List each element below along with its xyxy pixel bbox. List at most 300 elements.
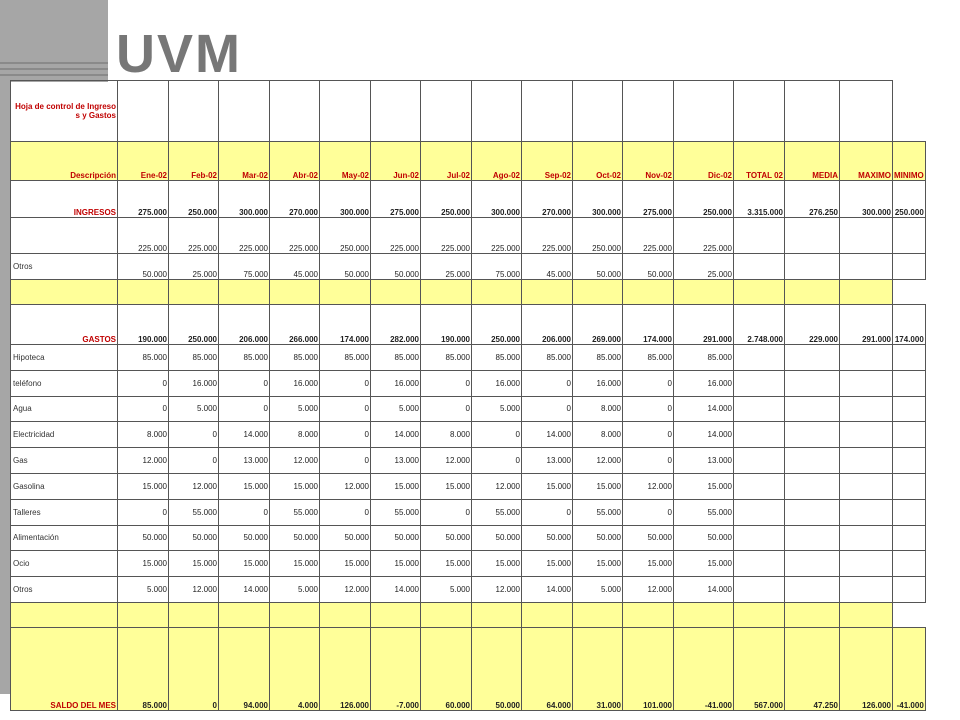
saldo-value-cell[interactable]: 101.000	[623, 627, 674, 710]
saldo-media-cell[interactable]: 47.250	[785, 627, 840, 710]
expense-value-cell[interactable]: 50.000	[320, 525, 371, 551]
empty-cell[interactable]	[573, 280, 623, 305]
empty-cell[interactable]	[674, 280, 734, 305]
empty-cell[interactable]	[11, 602, 118, 627]
saldo-value-cell[interactable]: 4.000	[270, 627, 320, 710]
gastos-maximo-cell[interactable]: 291.000	[840, 305, 893, 345]
empty-cell[interactable]	[785, 525, 840, 551]
expense-value-cell[interactable]: 15.000	[270, 551, 320, 577]
expense-value-cell[interactable]: 50.000	[371, 525, 421, 551]
expense-value-cell[interactable]: 85.000	[472, 345, 522, 371]
expense-value-cell[interactable]: 14.000	[219, 422, 270, 448]
expense-value-cell[interactable]: 16.000	[371, 370, 421, 396]
expense-value-cell[interactable]: 50.000	[421, 525, 472, 551]
expense-value-cell[interactable]: 5.000	[573, 577, 623, 603]
expense-value-cell[interactable]: 12.000	[118, 448, 169, 474]
expense-value-cell[interactable]: 0	[118, 499, 169, 525]
expense-value-cell[interactable]: 0	[522, 499, 573, 525]
empty-cell[interactable]	[219, 81, 270, 142]
header-month-cell[interactable]: Jun-02	[371, 142, 421, 181]
salary-value-cell[interactable]: 250.000	[573, 218, 623, 254]
empty-cell[interactable]	[893, 345, 926, 371]
empty-cell[interactable]	[785, 602, 840, 627]
saldo-total-cell[interactable]: 567.000	[734, 627, 785, 710]
expense-value-cell[interactable]: 14.000	[371, 577, 421, 603]
expense-value-cell[interactable]: 85.000	[623, 345, 674, 371]
empty-cell[interactable]	[785, 473, 840, 499]
otros-ingresos-value-cell[interactable]: 45.000	[270, 254, 320, 280]
empty-cell[interactable]	[472, 280, 522, 305]
expense-label-cell[interactable]: Talleres	[11, 499, 118, 525]
expense-value-cell[interactable]: 50.000	[573, 525, 623, 551]
expense-value-cell[interactable]: 12.000	[573, 448, 623, 474]
empty-cell[interactable]	[785, 499, 840, 525]
empty-cell[interactable]	[840, 280, 893, 305]
expense-value-cell[interactable]: 15.000	[320, 551, 371, 577]
gastos-value-cell[interactable]: 206.000	[522, 305, 573, 345]
empty-cell[interactable]	[840, 370, 893, 396]
empty-cell[interactable]	[522, 602, 573, 627]
empty-cell[interactable]	[840, 473, 893, 499]
expense-label-cell[interactable]: Ocio	[11, 551, 118, 577]
empty-cell[interactable]	[840, 218, 893, 254]
empty-cell[interactable]	[893, 396, 926, 422]
empty-cell[interactable]	[371, 602, 421, 627]
otros-ingresos-value-cell[interactable]: 45.000	[522, 254, 573, 280]
expense-value-cell[interactable]: 15.000	[421, 473, 472, 499]
expense-value-cell[interactable]: 12.000	[169, 473, 219, 499]
expense-value-cell[interactable]: 50.000	[118, 525, 169, 551]
expense-value-cell[interactable]: 15.000	[674, 551, 734, 577]
expense-value-cell[interactable]: 14.000	[219, 577, 270, 603]
expense-value-cell[interactable]: 50.000	[169, 525, 219, 551]
expense-value-cell[interactable]: 0	[522, 396, 573, 422]
empty-cell[interactable]	[674, 81, 734, 142]
expense-label-cell[interactable]: Electricidad	[11, 422, 118, 448]
gastos-value-cell[interactable]: 266.000	[270, 305, 320, 345]
expense-value-cell[interactable]: 0	[623, 448, 674, 474]
expense-value-cell[interactable]: 15.000	[371, 473, 421, 499]
expense-value-cell[interactable]: 0	[169, 422, 219, 448]
salary-label-cell[interactable]	[11, 218, 118, 254]
expense-value-cell[interactable]: 15.000	[623, 551, 674, 577]
ingresos-value-cell[interactable]: 250.000	[421, 181, 472, 218]
otros-ingresos-value-cell[interactable]: 25.000	[674, 254, 734, 280]
saldo-maximo-cell[interactable]: 126.000	[840, 627, 893, 710]
salary-value-cell[interactable]: 225.000	[421, 218, 472, 254]
header-total-cell[interactable]: TOTAL 02	[734, 142, 785, 181]
expense-value-cell[interactable]: 0	[472, 422, 522, 448]
expense-value-cell[interactable]: 0	[320, 499, 371, 525]
gastos-value-cell[interactable]: 282.000	[371, 305, 421, 345]
header-month-cell[interactable]: Oct-02	[573, 142, 623, 181]
expense-value-cell[interactable]: 15.000	[522, 473, 573, 499]
gastos-label-cell[interactable]: GASTOS	[11, 305, 118, 345]
expense-value-cell[interactable]: 0	[623, 396, 674, 422]
expense-value-cell[interactable]: 50.000	[219, 525, 270, 551]
salary-value-cell[interactable]: 225.000	[472, 218, 522, 254]
ingresos-media-cell[interactable]: 276.250	[785, 181, 840, 218]
expense-value-cell[interactable]: 8.000	[421, 422, 472, 448]
expense-value-cell[interactable]: 50.000	[472, 525, 522, 551]
empty-cell[interactable]	[893, 422, 926, 448]
empty-cell[interactable]	[421, 602, 472, 627]
expense-value-cell[interactable]: 14.000	[371, 422, 421, 448]
saldo-value-cell[interactable]: 64.000	[522, 627, 573, 710]
empty-cell[interactable]	[734, 81, 785, 142]
ingresos-value-cell[interactable]: 300.000	[320, 181, 371, 218]
empty-cell[interactable]	[734, 422, 785, 448]
expense-label-cell[interactable]: Gasolina	[11, 473, 118, 499]
ingresos-value-cell[interactable]: 275.000	[623, 181, 674, 218]
empty-cell[interactable]	[421, 280, 472, 305]
salary-value-cell[interactable]: 225.000	[270, 218, 320, 254]
empty-cell[interactable]	[270, 602, 320, 627]
empty-cell[interactable]	[118, 602, 169, 627]
empty-cell[interactable]	[734, 280, 785, 305]
empty-cell[interactable]	[734, 396, 785, 422]
empty-cell[interactable]	[674, 602, 734, 627]
expense-value-cell[interactable]: 15.000	[472, 551, 522, 577]
expense-value-cell[interactable]: 12.000	[320, 473, 371, 499]
empty-cell[interactable]	[421, 81, 472, 142]
expense-value-cell[interactable]: 0	[421, 370, 472, 396]
expense-value-cell[interactable]: 0	[118, 396, 169, 422]
expense-label-cell[interactable]: Otros	[11, 577, 118, 603]
header-month-cell[interactable]: Mar-02	[219, 142, 270, 181]
empty-cell[interactable]	[893, 448, 926, 474]
salary-value-cell[interactable]: 225.000	[118, 218, 169, 254]
header-description-cell[interactable]: Descripción	[11, 142, 118, 181]
empty-cell[interactable]	[840, 525, 893, 551]
empty-cell[interactable]	[785, 218, 840, 254]
gastos-value-cell[interactable]: 174.000	[320, 305, 371, 345]
otros-ingresos-value-cell[interactable]: 50.000	[623, 254, 674, 280]
expense-label-cell[interactable]: Hipoteca	[11, 345, 118, 371]
expense-value-cell[interactable]: 0	[118, 370, 169, 396]
expense-value-cell[interactable]: 0	[169, 448, 219, 474]
empty-cell[interactable]	[734, 551, 785, 577]
gastos-minimo-cell[interactable]: 174.000	[893, 305, 926, 345]
expense-value-cell[interactable]: 16.000	[472, 370, 522, 396]
salary-value-cell[interactable]: 225.000	[623, 218, 674, 254]
expense-value-cell[interactable]: 12.000	[623, 577, 674, 603]
otros-ingresos-value-cell[interactable]: 75.000	[219, 254, 270, 280]
expense-value-cell[interactable]: 15.000	[118, 551, 169, 577]
empty-cell[interactable]	[840, 422, 893, 448]
empty-cell[interactable]	[840, 577, 893, 603]
gastos-value-cell[interactable]: 291.000	[674, 305, 734, 345]
empty-cell[interactable]	[840, 396, 893, 422]
empty-cell[interactable]	[893, 577, 926, 603]
expense-value-cell[interactable]: 0	[623, 422, 674, 448]
expense-value-cell[interactable]: 5.000	[421, 577, 472, 603]
empty-cell[interactable]	[840, 551, 893, 577]
empty-cell[interactable]	[785, 448, 840, 474]
gastos-total-cell[interactable]: 2.748.000	[734, 305, 785, 345]
expense-label-cell[interactable]: Gas	[11, 448, 118, 474]
expense-value-cell[interactable]: 55.000	[472, 499, 522, 525]
expense-value-cell[interactable]: 85.000	[522, 345, 573, 371]
empty-cell[interactable]	[219, 280, 270, 305]
saldo-value-cell[interactable]: 94.000	[219, 627, 270, 710]
ingresos-value-cell[interactable]: 275.000	[371, 181, 421, 218]
empty-cell[interactable]	[734, 448, 785, 474]
salary-value-cell[interactable]: 225.000	[169, 218, 219, 254]
otros-ingresos-value-cell[interactable]: 50.000	[371, 254, 421, 280]
empty-cell[interactable]	[734, 602, 785, 627]
sheet-title-cell[interactable]: Hoja de control de Ingresos y Gastos	[11, 81, 118, 142]
header-month-cell[interactable]: Dic-02	[674, 142, 734, 181]
expense-value-cell[interactable]: 50.000	[623, 525, 674, 551]
header-month-cell[interactable]: Abr-02	[270, 142, 320, 181]
expense-value-cell[interactable]: 15.000	[522, 551, 573, 577]
expense-value-cell[interactable]: 85.000	[674, 345, 734, 371]
expense-value-cell[interactable]: 0	[472, 448, 522, 474]
expense-label-cell[interactable]: Alimentación	[11, 525, 118, 551]
ingresos-value-cell[interactable]: 300.000	[573, 181, 623, 218]
gastos-media-cell[interactable]: 229.000	[785, 305, 840, 345]
expense-value-cell[interactable]: 5.000	[270, 577, 320, 603]
expense-value-cell[interactable]: 0	[219, 396, 270, 422]
saldo-value-cell[interactable]: 50.000	[472, 627, 522, 710]
header-month-cell[interactable]: Nov-02	[623, 142, 674, 181]
expense-value-cell[interactable]: 5.000	[371, 396, 421, 422]
expense-value-cell[interactable]: 0	[421, 499, 472, 525]
empty-cell[interactable]	[522, 81, 573, 142]
otros-ingresos-value-cell[interactable]: 50.000	[118, 254, 169, 280]
ingresos-value-cell[interactable]: 250.000	[169, 181, 219, 218]
empty-cell[interactable]	[270, 81, 320, 142]
expense-value-cell[interactable]: 16.000	[169, 370, 219, 396]
empty-cell[interactable]	[734, 473, 785, 499]
empty-cell[interactable]	[320, 81, 371, 142]
expense-value-cell[interactable]: 0	[320, 448, 371, 474]
expense-value-cell[interactable]: 50.000	[522, 525, 573, 551]
expense-value-cell[interactable]: 15.000	[573, 551, 623, 577]
expense-value-cell[interactable]: 16.000	[270, 370, 320, 396]
empty-cell[interactable]	[169, 81, 219, 142]
empty-cell[interactable]	[840, 81, 893, 142]
empty-cell[interactable]	[893, 254, 926, 280]
expense-value-cell[interactable]: 5.000	[169, 396, 219, 422]
expense-value-cell[interactable]: 15.000	[270, 473, 320, 499]
expense-value-cell[interactable]: 85.000	[573, 345, 623, 371]
salary-value-cell[interactable]: 250.000	[320, 218, 371, 254]
expense-value-cell[interactable]: 0	[219, 370, 270, 396]
expense-value-cell[interactable]: 12.000	[421, 448, 472, 474]
header-minimo-cell[interactable]: MINIMO	[893, 142, 926, 181]
empty-cell[interactable]	[893, 551, 926, 577]
expense-value-cell[interactable]: 0	[623, 370, 674, 396]
expense-value-cell[interactable]: 85.000	[371, 345, 421, 371]
empty-cell[interactable]	[785, 370, 840, 396]
empty-cell[interactable]	[11, 280, 118, 305]
expense-value-cell[interactable]: 13.000	[522, 448, 573, 474]
salary-value-cell[interactable]: 225.000	[674, 218, 734, 254]
ingresos-value-cell[interactable]: 270.000	[522, 181, 573, 218]
empty-cell[interactable]	[472, 602, 522, 627]
expense-value-cell[interactable]: 14.000	[522, 422, 573, 448]
expense-value-cell[interactable]: 55.000	[270, 499, 320, 525]
expense-value-cell[interactable]: 50.000	[674, 525, 734, 551]
empty-cell[interactable]	[219, 602, 270, 627]
expense-value-cell[interactable]: 14.000	[522, 577, 573, 603]
empty-cell[interactable]	[785, 345, 840, 371]
ingresos-value-cell[interactable]: 250.000	[674, 181, 734, 218]
header-month-cell[interactable]: Feb-02	[169, 142, 219, 181]
ingresos-minimo-cell[interactable]: 250.000	[893, 181, 926, 218]
empty-cell[interactable]	[734, 345, 785, 371]
saldo-value-cell[interactable]: 31.000	[573, 627, 623, 710]
expense-label-cell[interactable]: Agua	[11, 396, 118, 422]
empty-cell[interactable]	[840, 602, 893, 627]
expense-value-cell[interactable]: 12.000	[623, 473, 674, 499]
otros-ingresos-value-cell[interactable]: 25.000	[421, 254, 472, 280]
gastos-value-cell[interactable]: 190.000	[118, 305, 169, 345]
expense-value-cell[interactable]: 15.000	[219, 551, 270, 577]
header-maximo-cell[interactable]: MAXIMO	[840, 142, 893, 181]
empty-cell[interactable]	[169, 280, 219, 305]
expense-value-cell[interactable]: 12.000	[472, 577, 522, 603]
expense-value-cell[interactable]: 15.000	[674, 473, 734, 499]
empty-cell[interactable]	[472, 81, 522, 142]
saldo-value-cell[interactable]: -41.000	[674, 627, 734, 710]
empty-cell[interactable]	[785, 396, 840, 422]
empty-cell[interactable]	[734, 218, 785, 254]
empty-cell[interactable]	[785, 254, 840, 280]
empty-cell[interactable]	[573, 602, 623, 627]
ingresos-total-cell[interactable]: 3.315.000	[734, 181, 785, 218]
salary-value-cell[interactable]: 225.000	[371, 218, 421, 254]
gastos-value-cell[interactable]: 174.000	[623, 305, 674, 345]
empty-cell[interactable]	[371, 81, 421, 142]
empty-cell[interactable]	[893, 525, 926, 551]
salary-value-cell[interactable]: 225.000	[219, 218, 270, 254]
empty-cell[interactable]	[734, 525, 785, 551]
empty-cell[interactable]	[320, 602, 371, 627]
expense-value-cell[interactable]: 55.000	[573, 499, 623, 525]
saldo-value-cell[interactable]: 0	[169, 627, 219, 710]
otros-ingresos-value-cell[interactable]: 25.000	[169, 254, 219, 280]
expense-value-cell[interactable]: 0	[522, 370, 573, 396]
ingresos-value-cell[interactable]: 300.000	[472, 181, 522, 218]
empty-cell[interactable]	[169, 602, 219, 627]
otros-ingresos-label-cell[interactable]: Otros	[11, 254, 118, 280]
expense-value-cell[interactable]: 15.000	[573, 473, 623, 499]
expense-value-cell[interactable]: 14.000	[674, 577, 734, 603]
expense-value-cell[interactable]: 5.000	[270, 396, 320, 422]
header-month-cell[interactable]: Ene-02	[118, 142, 169, 181]
expense-value-cell[interactable]: 14.000	[674, 396, 734, 422]
empty-cell[interactable]	[371, 280, 421, 305]
expense-value-cell[interactable]: 55.000	[674, 499, 734, 525]
empty-cell[interactable]	[522, 280, 573, 305]
saldo-value-cell[interactable]: -7.000	[371, 627, 421, 710]
empty-cell[interactable]	[734, 577, 785, 603]
expense-value-cell[interactable]: 55.000	[169, 499, 219, 525]
expense-value-cell[interactable]: 0	[421, 396, 472, 422]
empty-cell[interactable]	[118, 81, 169, 142]
expense-value-cell[interactable]: 12.000	[472, 473, 522, 499]
expense-value-cell[interactable]: 13.000	[371, 448, 421, 474]
otros-ingresos-value-cell[interactable]: 50.000	[320, 254, 371, 280]
empty-cell[interactable]	[893, 370, 926, 396]
expense-value-cell[interactable]: 0	[320, 396, 371, 422]
expense-value-cell[interactable]: 15.000	[219, 473, 270, 499]
empty-cell[interactable]	[623, 280, 674, 305]
expense-value-cell[interactable]: 13.000	[219, 448, 270, 474]
empty-cell[interactable]	[785, 81, 840, 142]
expense-value-cell[interactable]: 85.000	[219, 345, 270, 371]
expense-value-cell[interactable]: 12.000	[320, 577, 371, 603]
expense-value-cell[interactable]: 8.000	[573, 422, 623, 448]
empty-cell[interactable]	[785, 280, 840, 305]
expense-value-cell[interactable]: 8.000	[118, 422, 169, 448]
header-month-cell[interactable]: May-02	[320, 142, 371, 181]
expense-value-cell[interactable]: 12.000	[169, 577, 219, 603]
saldo-minimo-cell[interactable]: -41.000	[893, 627, 926, 710]
empty-cell[interactable]	[270, 280, 320, 305]
saldo-value-cell[interactable]: 60.000	[421, 627, 472, 710]
ingresos-value-cell[interactable]: 270.000	[270, 181, 320, 218]
saldo-value-cell[interactable]: 126.000	[320, 627, 371, 710]
empty-cell[interactable]	[623, 602, 674, 627]
expense-value-cell[interactable]: 15.000	[371, 551, 421, 577]
empty-cell[interactable]	[840, 345, 893, 371]
expense-label-cell[interactable]: teléfono	[11, 370, 118, 396]
expense-value-cell[interactable]: 15.000	[421, 551, 472, 577]
expense-value-cell[interactable]: 0	[320, 422, 371, 448]
empty-cell[interactable]	[840, 499, 893, 525]
header-month-cell[interactable]: Jul-02	[421, 142, 472, 181]
empty-cell[interactable]	[118, 280, 169, 305]
empty-cell[interactable]	[785, 422, 840, 448]
empty-cell[interactable]	[785, 551, 840, 577]
empty-cell[interactable]	[840, 448, 893, 474]
expense-value-cell[interactable]: 85.000	[270, 345, 320, 371]
gastos-value-cell[interactable]: 250.000	[169, 305, 219, 345]
expense-value-cell[interactable]: 8.000	[270, 422, 320, 448]
expense-value-cell[interactable]: 85.000	[421, 345, 472, 371]
empty-cell[interactable]	[320, 280, 371, 305]
otros-ingresos-value-cell[interactable]: 75.000	[472, 254, 522, 280]
expense-value-cell[interactable]: 16.000	[674, 370, 734, 396]
expense-value-cell[interactable]: 5.000	[472, 396, 522, 422]
expense-value-cell[interactable]: 85.000	[169, 345, 219, 371]
expense-value-cell[interactable]: 5.000	[118, 577, 169, 603]
expense-value-cell[interactable]: 13.000	[674, 448, 734, 474]
ingresos-value-cell[interactable]: 300.000	[219, 181, 270, 218]
gastos-value-cell[interactable]: 269.000	[573, 305, 623, 345]
empty-cell[interactable]	[734, 499, 785, 525]
expense-value-cell[interactable]: 55.000	[371, 499, 421, 525]
expense-value-cell[interactable]: 85.000	[118, 345, 169, 371]
empty-cell[interactable]	[785, 577, 840, 603]
empty-cell[interactable]	[893, 218, 926, 254]
header-month-cell[interactable]: Ago-02	[472, 142, 522, 181]
salary-value-cell[interactable]: 225.000	[522, 218, 573, 254]
empty-cell[interactable]	[893, 499, 926, 525]
expense-value-cell[interactable]: 85.000	[320, 345, 371, 371]
empty-cell[interactable]	[734, 370, 785, 396]
gastos-value-cell[interactable]: 250.000	[472, 305, 522, 345]
empty-cell[interactable]	[893, 473, 926, 499]
ingresos-label-cell[interactable]: INGRESOS	[11, 181, 118, 218]
expense-value-cell[interactable]: 15.000	[169, 551, 219, 577]
ingresos-value-cell[interactable]: 275.000	[118, 181, 169, 218]
empty-cell[interactable]	[840, 254, 893, 280]
